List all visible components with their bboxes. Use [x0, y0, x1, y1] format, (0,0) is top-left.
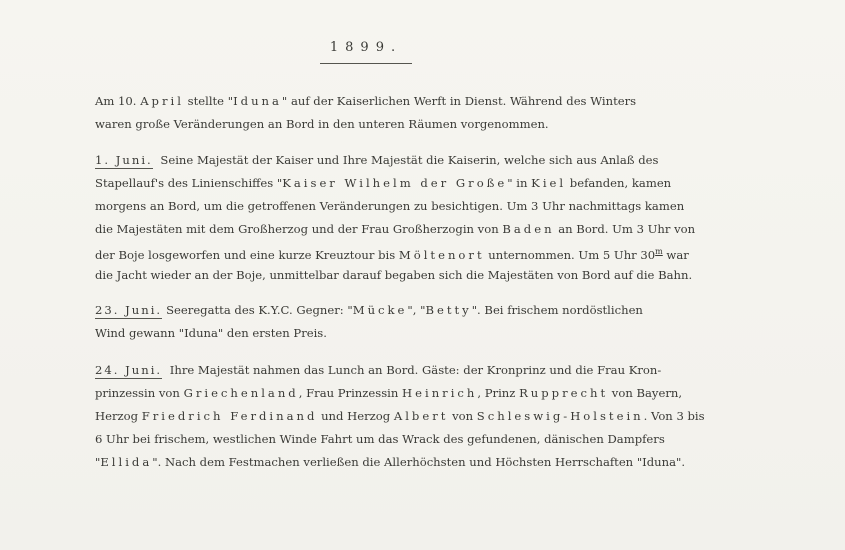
- text-line: 23. Juni. Seeregatta des K.Y.C. Gegner: "Mücke", "Betty". Bei frischem nordöstlichen: [95, 303, 643, 317]
- text-line: morgens an Bord, um die getroffenen Veränderungen zu besichtigen. Um 3 Uhr nachmittags kamen: [95, 199, 685, 213]
- text-line: Wind gewann "Iduna" den ersten Preis.: [95, 326, 327, 340]
- text-line: 1. Juni. Seine Majestät der Kaiser und Ihre Majestät die Kaiserin, welche sich aus Anlaß des: [95, 153, 659, 167]
- text-line: Stapellauf's des Linienschiffes "Kaiser Wilhelm der Große" in Kiel befanden, kamen: [95, 176, 672, 190]
- text-line: "Ellida". Nach dem Festmachen verließen die Allerhöchsten und Höchsten Herrschaften "Iduna".: [95, 455, 686, 469]
- text-line: die Jacht wieder an der Boje, unmittelbar darauf begaben sich die Majestäten von Bord auf die Bahn.: [95, 268, 693, 282]
- text-line: 6 Uhr bei frischem, westlichen Winde Fahrt um das Wrack des gefundenen, dänischen Dampfers: [95, 432, 665, 446]
- text-line: waren große Veränderungen an Bord in den unteren Räumen vorgenommen.: [95, 117, 549, 131]
- date-label: 24. Juni.: [95, 363, 163, 377]
- text-line: 24. Juni. Ihre Majestät nahmen das Lunch an Bord. Gäste: der Kronprinz und die Frau Kron-: [95, 363, 662, 377]
- text-line: die Majestäten mit dem Großherzog und der Frau Großherzogin von Baden an Bord. Um 3 Uhr von: [95, 222, 696, 236]
- year-heading: 1899.: [320, 40, 412, 64]
- text-line: prinzessin von Griechenland, Frau Prinzessin Heinrich, Prinz Rupprecht von Bayern,: [95, 386, 683, 400]
- text-line: Herzog Friedrich Ferdinand und Herzog Albert von Schleswig-Holstein. Von 3 bis: [95, 409, 705, 423]
- text-line: der Boje losgeworfen und eine kurze Kreuztour bis Möltenort unternommen. Um 5 Uhr 30$^m$ war: [95, 247, 689, 262]
- date-label: 1. Juni.: [95, 153, 153, 167]
- text-line: Am 10. April stellte "Iduna" auf der Kaiserlichen Werft in Dienst. Während des Winters: [95, 94, 637, 108]
- date-label: 23. Juni.: [95, 303, 163, 317]
